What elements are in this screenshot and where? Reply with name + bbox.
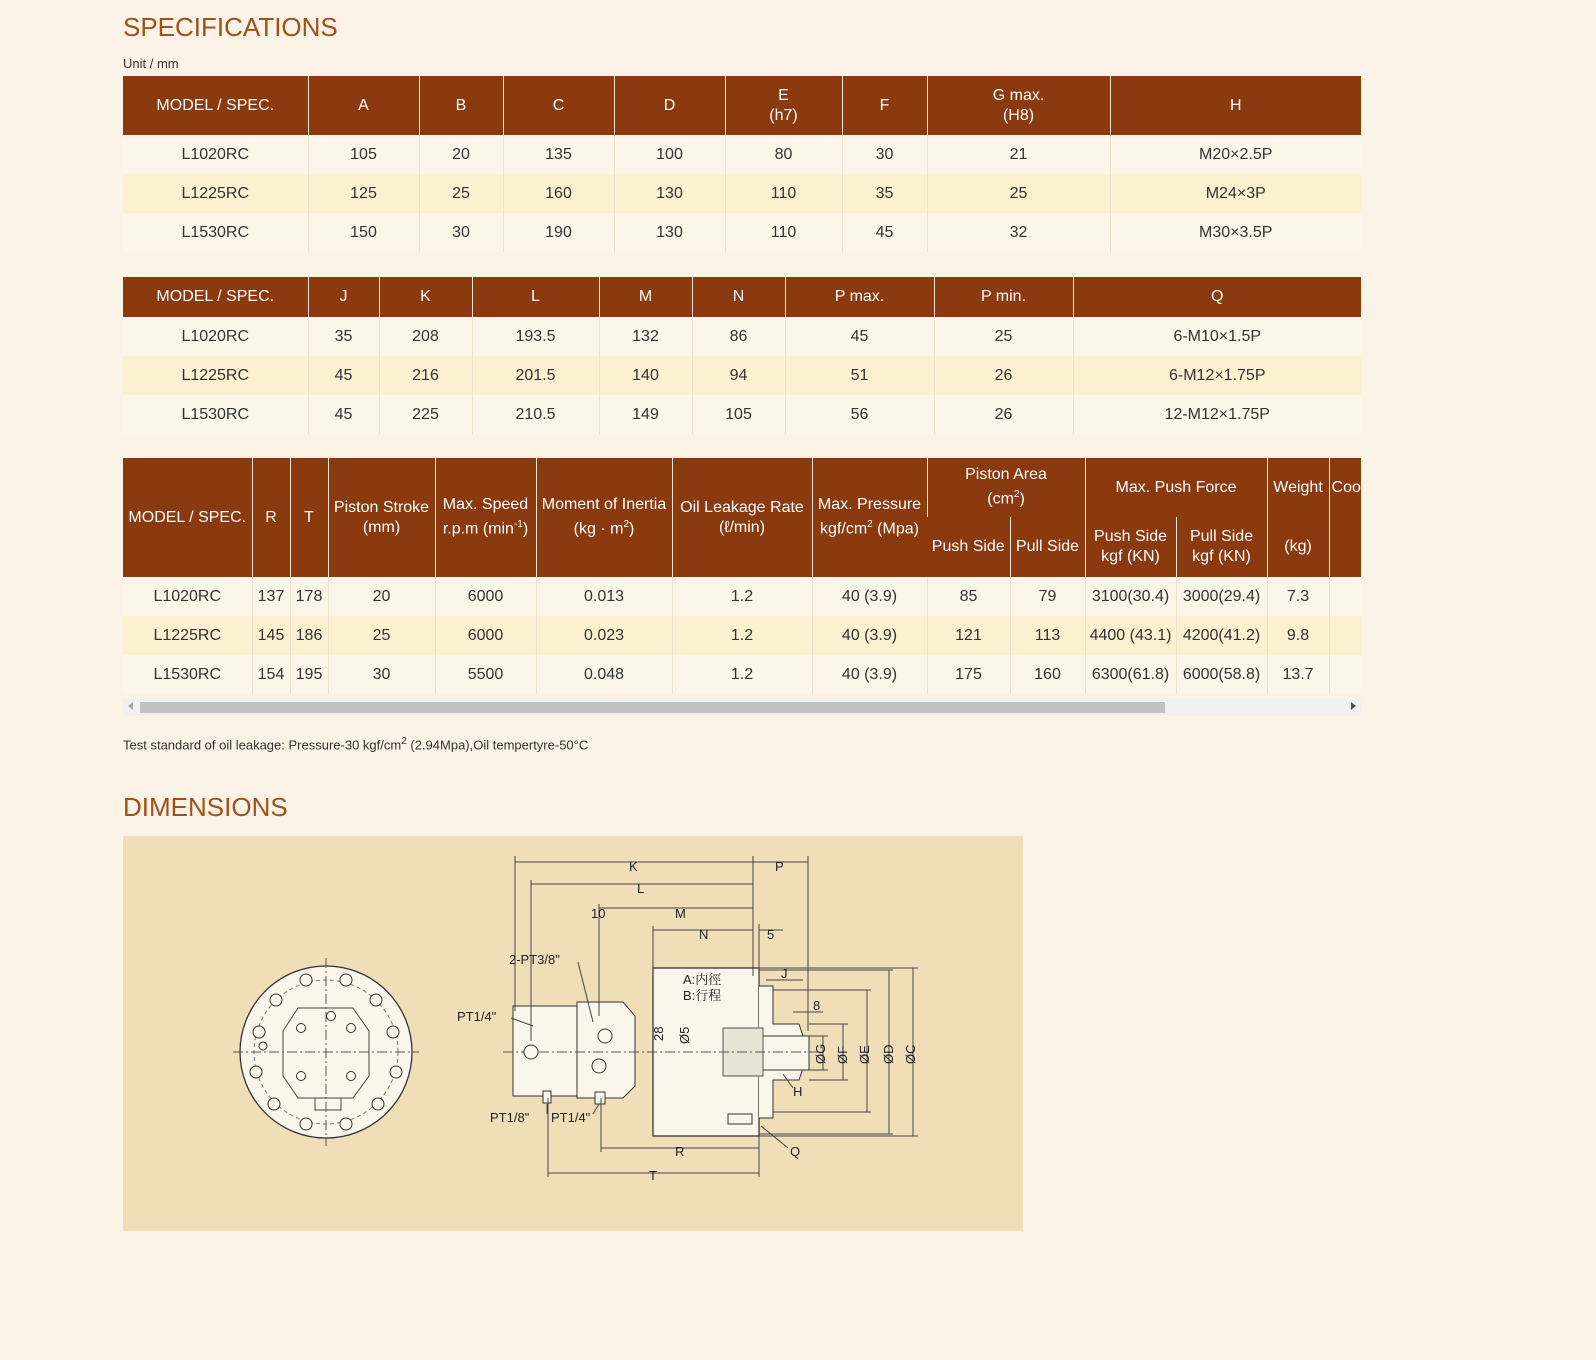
value-cell: 26 bbox=[934, 356, 1073, 395]
model-cell: L1530RC bbox=[123, 213, 308, 252]
label-dd: ØD bbox=[881, 1044, 896, 1064]
value-cell: 0.023 bbox=[536, 616, 672, 655]
model-cell: L1020RC bbox=[123, 317, 308, 356]
value-cell: 51 bbox=[785, 356, 934, 395]
value-cell: 5500 bbox=[435, 655, 536, 694]
value-cell: 216 bbox=[379, 356, 472, 395]
value-cell: 6-M12×1.75P bbox=[1073, 356, 1361, 395]
value-cell: 86 bbox=[692, 317, 785, 356]
table-row bbox=[123, 616, 1361, 655]
header-line: kgf (KN) bbox=[1101, 548, 1160, 565]
header-line: (mm) bbox=[362, 518, 401, 536]
value-cell bbox=[1329, 616, 1361, 655]
header-sup: -1 bbox=[513, 519, 523, 531]
col-header: J bbox=[308, 277, 379, 317]
value-cell: 130 bbox=[614, 174, 725, 213]
label-2-pt38: 2-PT3/8" bbox=[509, 952, 560, 967]
value-cell: 135 bbox=[503, 135, 614, 174]
table-row bbox=[123, 317, 1361, 356]
col-header: N bbox=[692, 277, 785, 317]
header-line: Max. Pressure bbox=[817, 496, 922, 514]
value-cell: M30×3.5P bbox=[1110, 213, 1361, 252]
oil-leakage-note bbox=[123, 736, 588, 752]
label-r: R bbox=[675, 1144, 685, 1159]
table-header-row bbox=[123, 458, 1361, 517]
value-cell: 178 bbox=[290, 577, 328, 616]
label-k: K bbox=[629, 859, 638, 874]
label-q: Q bbox=[790, 1144, 801, 1159]
col-header-moment-of-inertia bbox=[536, 458, 672, 577]
value-cell: 186 bbox=[290, 616, 328, 655]
label-8: 8 bbox=[813, 998, 821, 1013]
value-cell: 225 bbox=[379, 395, 472, 434]
value-cell: 30 bbox=[328, 655, 435, 694]
header-line: kgf/cm bbox=[820, 520, 868, 538]
col-header: Q bbox=[1073, 277, 1361, 317]
label-n: N bbox=[699, 927, 709, 942]
value-cell: 30 bbox=[842, 135, 927, 174]
col-header-model: MODEL / SPEC. bbox=[123, 458, 252, 577]
value-cell: M24×3P bbox=[1110, 174, 1361, 213]
header-line: Pull Side bbox=[1189, 528, 1254, 545]
value-cell: 94 bbox=[692, 356, 785, 395]
performance-table bbox=[123, 458, 1361, 694]
scroll-left-arrow-icon[interactable] bbox=[128, 702, 133, 710]
model-cell: L1225RC bbox=[123, 174, 308, 213]
col-header-max-speed bbox=[435, 458, 536, 577]
table-row bbox=[123, 174, 1361, 213]
note-text: (2.94Mpa),Oil tempertyre-50°C bbox=[406, 737, 589, 753]
value-cell: 110 bbox=[725, 213, 842, 252]
dimensions-drawing-panel bbox=[123, 836, 1023, 1231]
front-view-flange bbox=[233, 958, 419, 1146]
col-header: MODEL / SPEC. bbox=[123, 277, 308, 317]
value-cell: 40 (3.9) bbox=[812, 616, 927, 655]
model-cell: L1020RC bbox=[123, 135, 308, 174]
col-header-area-push-side: Push Side bbox=[927, 517, 1010, 577]
value-cell: 149 bbox=[599, 395, 692, 434]
value-cell: 100 bbox=[614, 135, 725, 174]
value-cell bbox=[1329, 655, 1361, 694]
value-cell: 35 bbox=[842, 174, 927, 213]
value-cell: M20×2.5P bbox=[1110, 135, 1361, 174]
label-j: J bbox=[781, 966, 788, 981]
label-pt14-bottom: PT1/4" bbox=[551, 1110, 591, 1125]
label-df: ØF bbox=[835, 1045, 850, 1064]
table-row bbox=[123, 356, 1361, 395]
header-line: Oil Leakage Rate bbox=[680, 498, 804, 516]
col-header-area-pull-side: Pull Side bbox=[1010, 517, 1085, 577]
header-line: Piston Stroke bbox=[333, 498, 430, 516]
value-cell: 35 bbox=[308, 317, 379, 356]
value-cell: 145 bbox=[252, 616, 290, 655]
value-cell: 20 bbox=[419, 135, 503, 174]
value-cell: 6000(58.8) bbox=[1176, 655, 1267, 694]
label-pt14-side: PT1/4" bbox=[457, 1009, 497, 1024]
label-m: M bbox=[675, 906, 686, 921]
value-cell: 113 bbox=[1010, 616, 1085, 655]
header-line: r.p.m (min bbox=[442, 520, 514, 538]
col-header-weight-unit: (kg) bbox=[1267, 517, 1329, 577]
value-cell: 4200(41.2) bbox=[1176, 616, 1267, 655]
label-b-stroke: B:行程 bbox=[683, 988, 722, 1003]
value-cell: 0.013 bbox=[536, 577, 672, 616]
value-cell: 193.5 bbox=[472, 317, 599, 356]
performance-table-scroll-container[interactable] bbox=[123, 458, 1361, 716]
col-header: D bbox=[614, 76, 725, 135]
label-5: 5 bbox=[767, 927, 775, 942]
col-header: K bbox=[379, 277, 472, 317]
value-cell: 160 bbox=[1010, 655, 1085, 694]
label-p: P bbox=[775, 859, 784, 874]
unit-label: Unit / mm bbox=[123, 56, 179, 71]
model-cell: L1530RC bbox=[123, 395, 308, 434]
value-cell: 1.2 bbox=[672, 577, 812, 616]
note-text: Test standard of oil leakage: Pressure-30 kgf/cm bbox=[123, 737, 402, 753]
header-line: (ℓ/min) bbox=[718, 518, 766, 536]
value-cell: 210.5 bbox=[472, 395, 599, 434]
scroll-right-arrow-icon[interactable] bbox=[1351, 702, 1356, 710]
dimension-drawing bbox=[123, 836, 1023, 1231]
header-sup: 2 bbox=[623, 519, 629, 531]
value-cell: 6300(61.8) bbox=[1085, 655, 1176, 694]
label-28: 28 bbox=[651, 1026, 666, 1041]
value-cell: 154 bbox=[252, 655, 290, 694]
col-header: B bbox=[419, 76, 503, 135]
col-header-force-pull-side bbox=[1176, 517, 1267, 577]
col-header: G max. (H8) bbox=[927, 76, 1110, 135]
col-header-oil-leakage bbox=[672, 458, 812, 577]
value-cell: 110 bbox=[725, 174, 842, 213]
value-cell: 45 bbox=[308, 395, 379, 434]
value-cell: 45 bbox=[785, 317, 934, 356]
value-cell: 1.2 bbox=[672, 655, 812, 694]
value-cell: 79 bbox=[1010, 577, 1085, 616]
header-line: (Mpa) bbox=[872, 520, 919, 538]
header-sup: 2 bbox=[867, 519, 873, 531]
scrollbar-thumb[interactable] bbox=[140, 702, 1165, 713]
value-cell: 45 bbox=[842, 213, 927, 252]
header-line: Piston Area bbox=[965, 466, 1047, 484]
col-header: F bbox=[842, 76, 927, 135]
value-cell: 160 bbox=[503, 174, 614, 213]
header-line: ) bbox=[1019, 490, 1025, 508]
model-cell: L1225RC bbox=[123, 356, 308, 395]
value-cell: 6000 bbox=[435, 577, 536, 616]
value-cell: 12-M12×1.75P bbox=[1073, 395, 1361, 434]
value-cell: 4400 (43.1) bbox=[1085, 616, 1176, 655]
col-header-force-push-side bbox=[1085, 517, 1176, 577]
value-cell: 56 bbox=[785, 395, 934, 434]
value-cell: 140 bbox=[599, 356, 692, 395]
header-line: Push Side bbox=[1094, 528, 1167, 545]
value-cell: 6000 bbox=[435, 616, 536, 655]
value-cell: 20 bbox=[328, 577, 435, 616]
value-cell: 9.8 bbox=[1267, 616, 1329, 655]
value-cell: 6-M10×1.5P bbox=[1073, 317, 1361, 356]
col-header: C bbox=[503, 76, 614, 135]
value-cell: 105 bbox=[692, 395, 785, 434]
col-header: P min. bbox=[934, 277, 1073, 317]
value-cell: 0.048 bbox=[536, 655, 672, 694]
value-cell: 30 bbox=[419, 213, 503, 252]
dimensions-heading: DIMENSIONS bbox=[123, 792, 288, 822]
spec-table-dimensions-a-h bbox=[123, 76, 1361, 252]
col-header: E (h7) bbox=[725, 76, 842, 135]
header-line: ) bbox=[629, 520, 635, 538]
table-row bbox=[123, 655, 1361, 694]
col-header-weight: Weight bbox=[1267, 458, 1329, 517]
value-cell: 7.3 bbox=[1267, 577, 1329, 616]
value-cell: 40 (3.9) bbox=[812, 655, 927, 694]
value-cell: 132 bbox=[599, 317, 692, 356]
label-a-inner-diameter: A:内徑 bbox=[683, 972, 722, 987]
label-l: L bbox=[637, 881, 645, 896]
label-10: 10 bbox=[591, 906, 606, 921]
col-header-max-pressure bbox=[812, 458, 927, 577]
value-cell: 195 bbox=[290, 655, 328, 694]
col-header-t: T bbox=[290, 458, 328, 577]
value-cell: 130 bbox=[614, 213, 725, 252]
horizontal-scrollbar[interactable] bbox=[123, 698, 1361, 716]
value-cell: 3000(29.4) bbox=[1176, 577, 1267, 616]
header-line: Max. Speed bbox=[442, 496, 529, 514]
col-header: P max. bbox=[785, 277, 934, 317]
table-row bbox=[123, 213, 1361, 252]
value-cell: 121 bbox=[927, 616, 1010, 655]
col-header: MODEL / SPEC. bbox=[123, 76, 308, 135]
value-cell: 125 bbox=[308, 174, 419, 213]
value-cell: 26 bbox=[934, 395, 1073, 434]
specifications-heading: SPECIFICATIONS bbox=[123, 12, 338, 42]
value-cell: 80 bbox=[725, 135, 842, 174]
value-cell: 150 bbox=[308, 213, 419, 252]
table-row bbox=[123, 135, 1361, 174]
col-header-max-push-force: Max. Push Force bbox=[1085, 458, 1267, 517]
model-cell: L1020RC bbox=[123, 577, 252, 616]
value-cell: 201.5 bbox=[472, 356, 599, 395]
spec-table-dimensions-j-q bbox=[123, 277, 1361, 434]
col-header: L bbox=[472, 277, 599, 317]
table-header-row bbox=[123, 277, 1361, 317]
value-cell: 21 bbox=[927, 135, 1110, 174]
value-cell: 175 bbox=[927, 655, 1010, 694]
value-cell: 40 (3.9) bbox=[812, 577, 927, 616]
label-t: T bbox=[649, 1168, 657, 1183]
label-de: ØE bbox=[857, 1045, 872, 1064]
col-header: A bbox=[308, 76, 419, 135]
col-header-cooling: Coo bbox=[1329, 458, 1361, 577]
value-cell: 208 bbox=[379, 317, 472, 356]
header-sup: 2 bbox=[1013, 489, 1020, 501]
value-cell: 3100(30.4) bbox=[1085, 577, 1176, 616]
value-cell: 137 bbox=[252, 577, 290, 616]
value-cell: 13.7 bbox=[1267, 655, 1329, 694]
table-row bbox=[123, 577, 1361, 616]
value-cell: 85 bbox=[927, 577, 1010, 616]
col-header-piston-area bbox=[927, 458, 1085, 517]
header-line: Moment of Inertia bbox=[541, 496, 667, 514]
label-pt18: PT1/8" bbox=[490, 1110, 530, 1125]
header-line: ) bbox=[522, 520, 529, 538]
label-d5: Ø5 bbox=[677, 1026, 692, 1044]
value-cell: 25 bbox=[927, 174, 1110, 213]
note-sup: 2 bbox=[401, 736, 407, 747]
label-dc: ØC bbox=[903, 1044, 918, 1064]
col-header: M bbox=[599, 277, 692, 317]
value-cell: 1.2 bbox=[672, 616, 812, 655]
model-cell: L1530RC bbox=[123, 655, 252, 694]
table-header-row bbox=[123, 76, 1361, 135]
header-line: kgf (KN) bbox=[1192, 548, 1251, 565]
header-line: (cm bbox=[987, 490, 1014, 508]
col-header-piston-stroke bbox=[328, 458, 435, 577]
value-cell: 25 bbox=[934, 317, 1073, 356]
table-row bbox=[123, 395, 1361, 434]
value-cell: 105 bbox=[308, 135, 419, 174]
label-h: H bbox=[793, 1084, 803, 1099]
value-cell: 25 bbox=[419, 174, 503, 213]
value-cell: 25 bbox=[328, 616, 435, 655]
col-header-r: R bbox=[252, 458, 290, 577]
value-cell: 32 bbox=[927, 213, 1110, 252]
header-line: (kg · m bbox=[573, 520, 624, 538]
col-header: H bbox=[1110, 76, 1361, 135]
label-dg: ØG bbox=[813, 1043, 828, 1064]
value-cell: 190 bbox=[503, 213, 614, 252]
model-cell: L1225RC bbox=[123, 616, 252, 655]
value-cell bbox=[1329, 577, 1361, 616]
value-cell: 45 bbox=[308, 356, 379, 395]
